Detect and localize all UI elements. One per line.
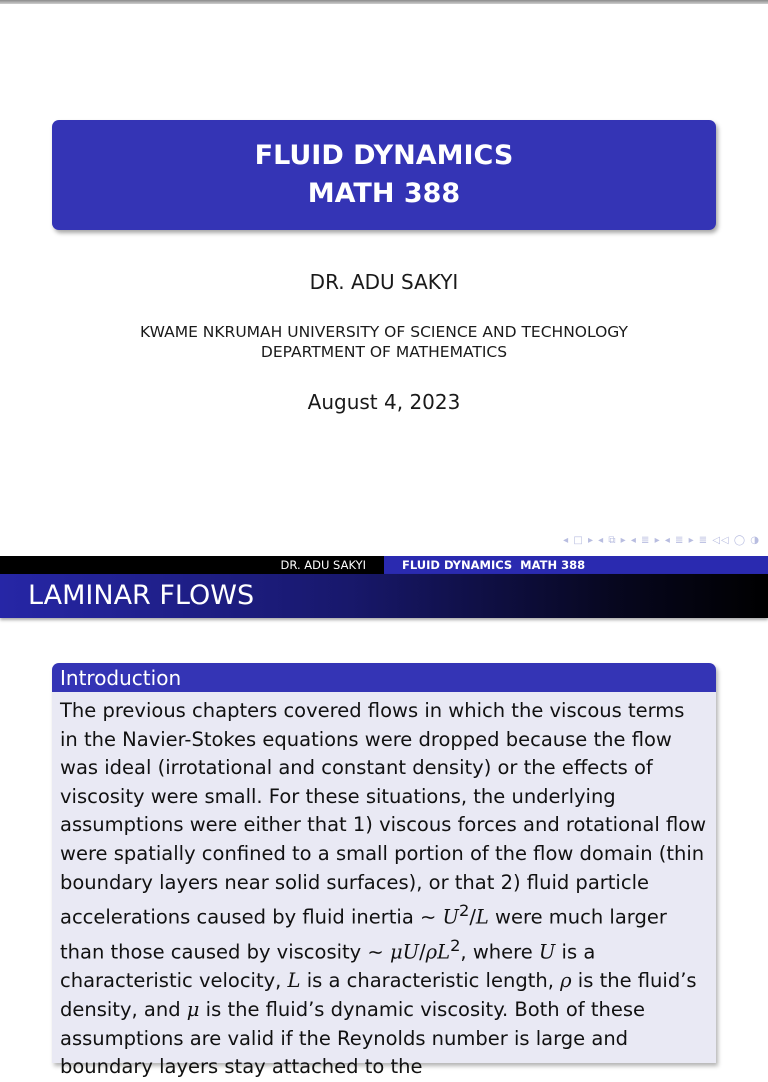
beamer-navigation-icons[interactable]: ◂ □ ▸ ◂ ⧉ ▸ ◂ ≣ ▸ ◂ ≣ ▸ ≣ ◁◁ ◯ ◑ [563,535,760,546]
date: August 4, 2023 [307,390,461,414]
body-text: is the fluid’s density, and [60,969,697,1021]
math-var-l: L [475,905,489,929]
body-text: , where [460,940,539,964]
slide-headline [0,556,768,574]
body-text: were much larger than those caused by viscosity [60,905,667,964]
math-sim: ∼ [420,905,437,929]
math-sim: ∼ [367,940,384,964]
math-exponent: 2 [450,936,461,956]
author: DR. ADU SAKYI [309,270,459,294]
math-slash: / [469,905,476,929]
math-slash: / [419,940,426,964]
headline-author: DR. ADU SAKYI [0,556,384,574]
introduction-block [52,663,716,1079]
math-var-l: L [287,969,301,993]
department-name: DEPARTMENT OF MATHEMATICS [260,343,508,361]
presentation-title: FLUID DYNAMICS [254,140,514,171]
body-text: is a characteristic length, [300,969,561,993]
content-slide [0,556,768,1079]
institution [0,322,768,362]
math-exponent: 2 [458,901,470,921]
course-code: MATH 388 [307,178,461,209]
title-box [52,120,716,230]
headline-title: FLUID DYNAMICS MATH 388 [384,556,768,574]
body-text: is a characteristic velocity, [60,940,596,993]
math-rho: ρ [560,969,572,993]
math-mu-u: μU [389,940,420,964]
frame-title: LAMINAR FLOWS [0,574,768,618]
university-name: KWAME NKRUMAH UNIVERSITY OF SCIENCE AND TECHNOLOGY [140,323,628,341]
math-var-u: U [442,905,459,929]
block-title: Introduction [52,663,716,692]
math-var-u: U [538,940,556,964]
block-body [52,692,716,1082]
body-text: is the fluid’s dynamic viscosity. Both of these assumptions are valid if the Reynolds number is large and boundary layers stay attached to the [60,997,646,1079]
math-mu: μ [186,997,200,1021]
body-text: The previous chapters covered flows in which the viscous terms in the Navier-Stokes equations were dropped because the flow was ideal (irrotational and constant density) or the effects of viscosity were small. For these situations, the underlying assumptions were either that 1) viscous forces and rotational flow were spatially confined to a small portion of the flow domain (thin boundary layers near solid surfaces), or that 2) fluid particle accelerations caused by fluid inertia [60,699,707,929]
title-slide [0,4,768,556]
math-rho-l: ρL [425,940,451,964]
